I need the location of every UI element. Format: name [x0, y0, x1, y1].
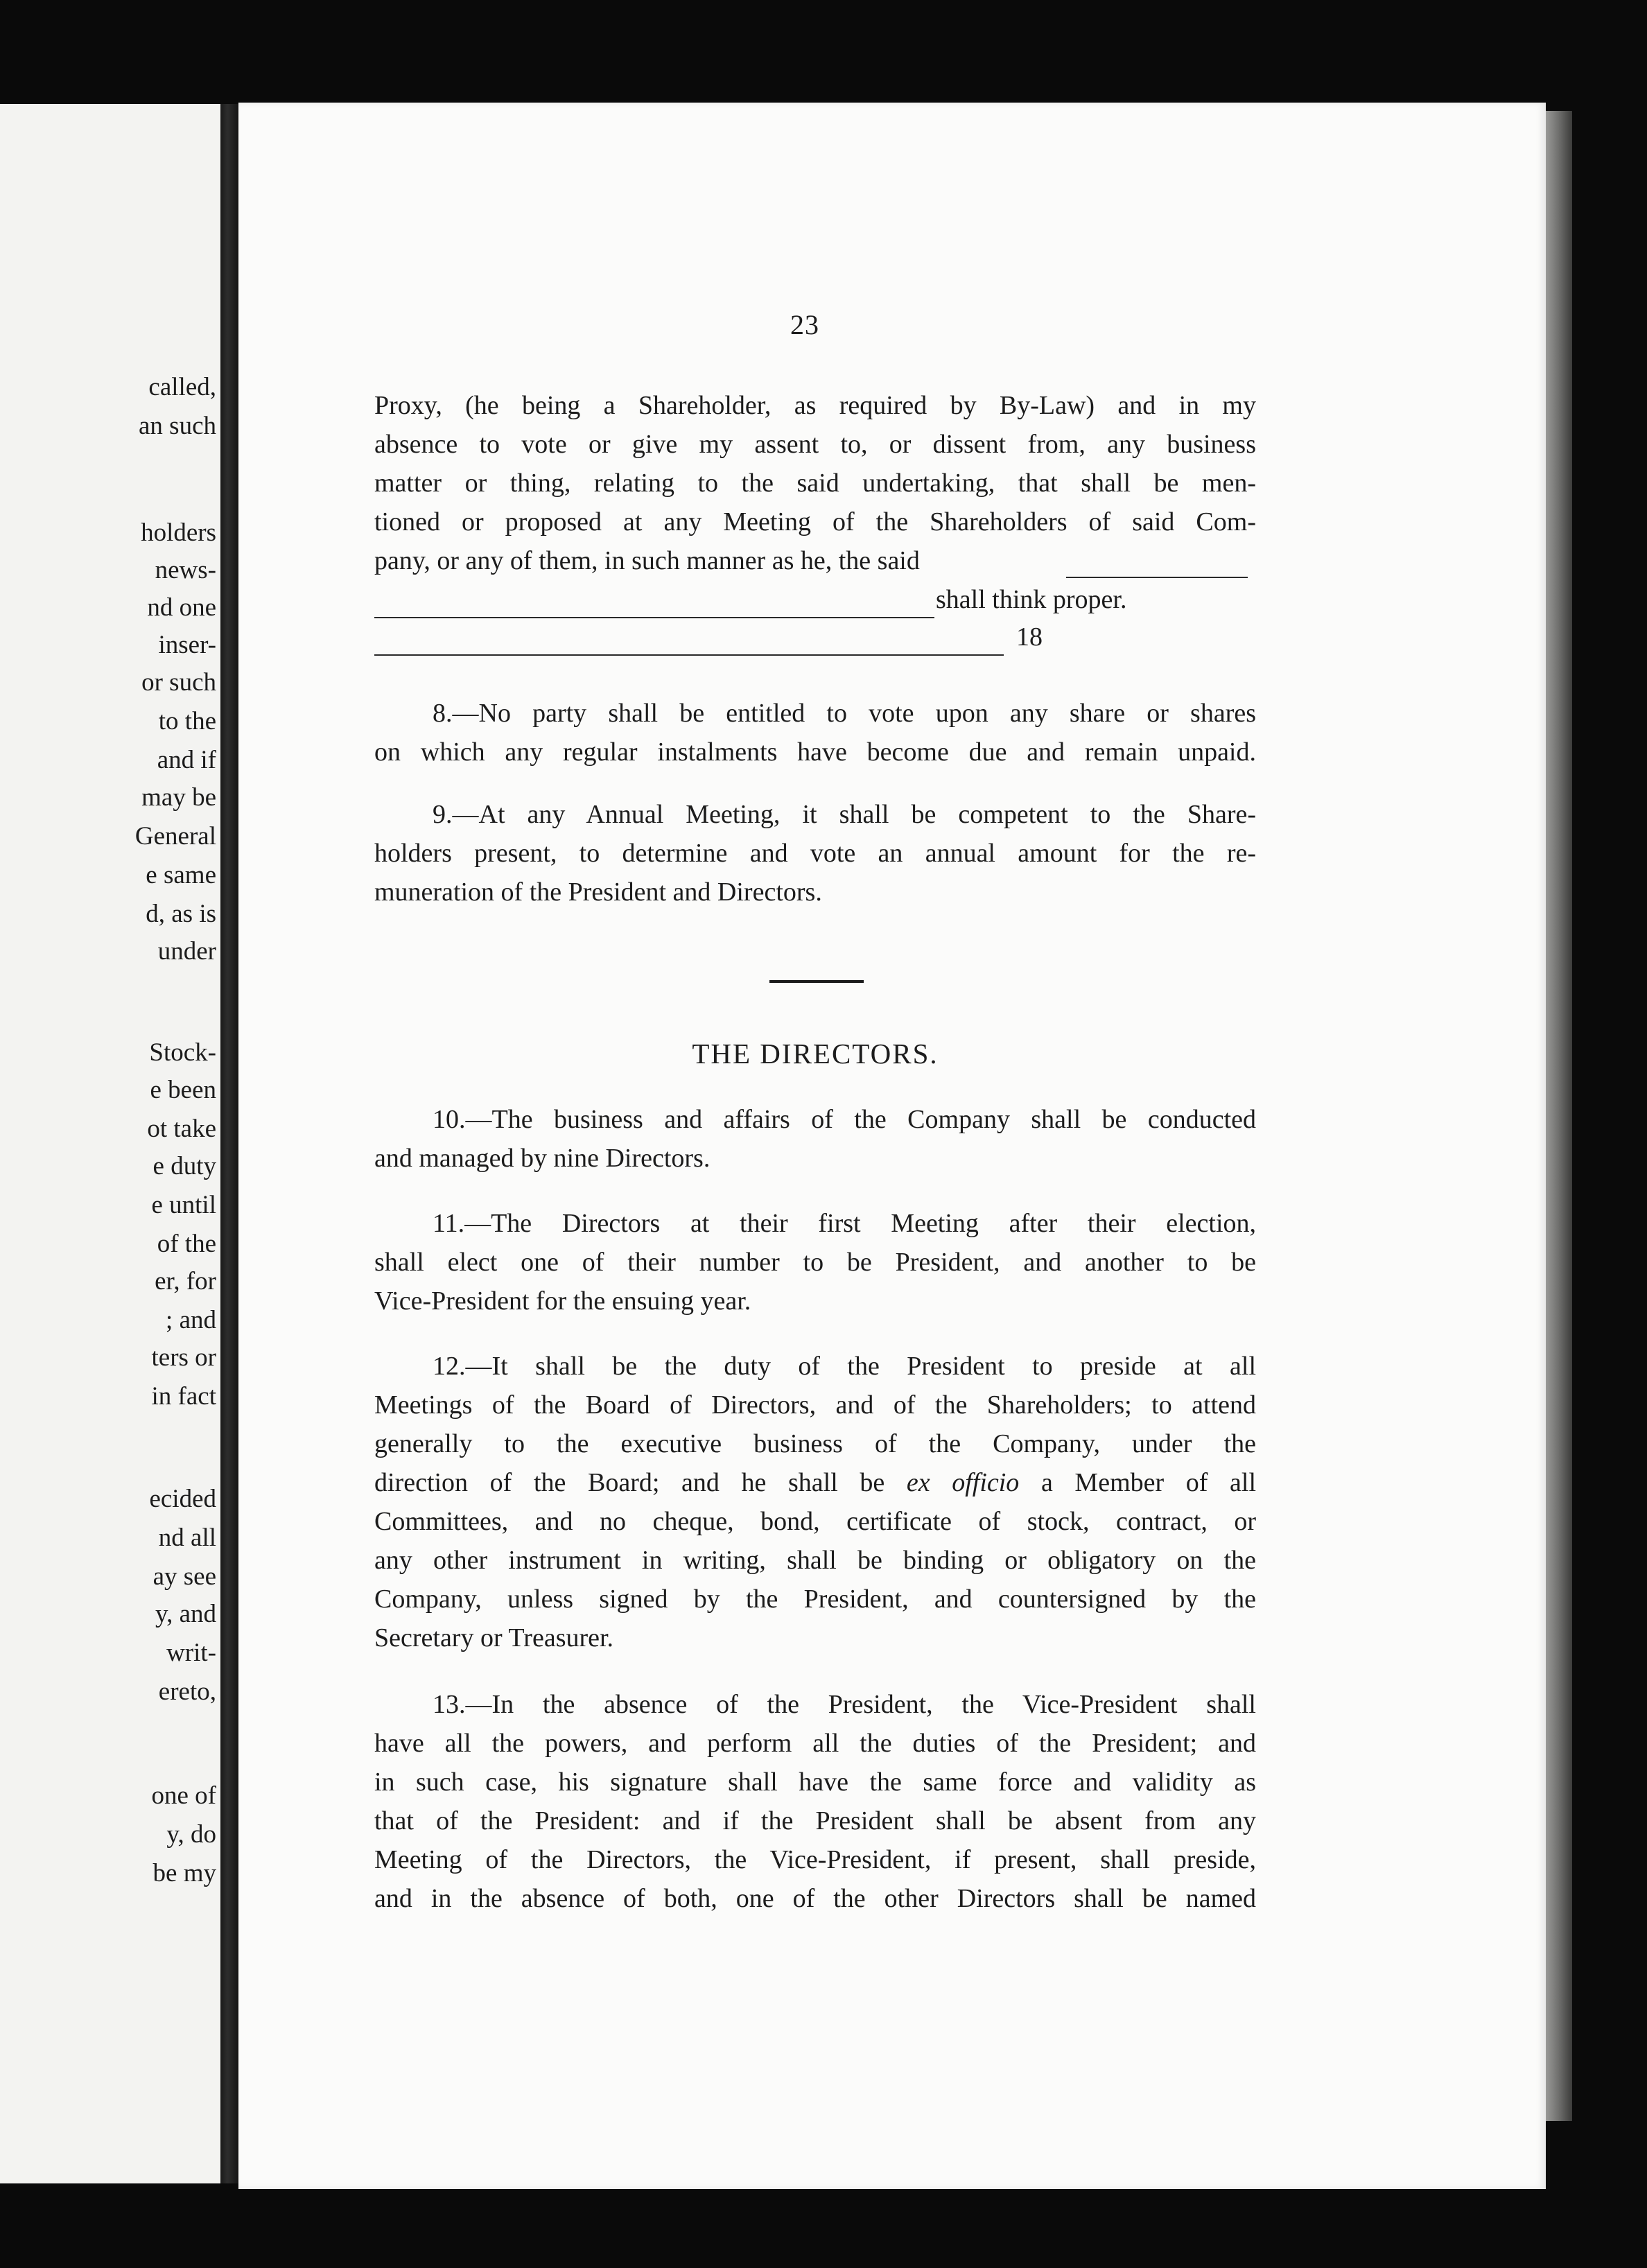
facing-page-line: General: [134, 822, 216, 850]
bylaw-11-line-2: shall elect one of their number to be President, and another to be: [374, 1248, 1256, 1277]
bylaw-9-line-1: 9.—At any Annual Meeting, it shall be competent to the Share-: [433, 800, 1256, 829]
facing-page-line: holders: [141, 518, 216, 547]
facing-page-line: y, and: [155, 1600, 216, 1628]
blank-fill-line: [1066, 577, 1248, 578]
page-edge: [1546, 111, 1572, 2121]
facing-page-line: y, do: [166, 1820, 216, 1849]
proxy-date-year: 18: [1016, 622, 1043, 652]
bylaw-12-line-4: [374, 1469, 1256, 1496]
bylaw-9-line-2: holders present, to determine and vote an annual amount for the re-: [374, 839, 1256, 868]
facing-page: [0, 104, 220, 2183]
facing-page-line: d, as is: [146, 900, 216, 928]
blank-fill-line: [374, 617, 934, 618]
bylaw-12-line-3: generally to the executive business of the Company, under the: [374, 1429, 1256, 1458]
facing-page-line: news-: [155, 556, 216, 584]
bylaw-12-line-4-start: direction of the Board; and he shall be: [374, 1468, 885, 1497]
section-heading: THE DIRECTORS.: [692, 1038, 939, 1070]
proxy-line-5: pany, or any of them, in such manner as he, the said: [374, 546, 920, 575]
facing-page-line: er, for: [155, 1267, 216, 1296]
facing-page-line: ters or: [151, 1343, 216, 1372]
facing-page-line: be my: [152, 1859, 216, 1887]
facing-page-line: e duty: [152, 1152, 216, 1180]
facing-page-line: in fact: [151, 1382, 216, 1411]
bylaw-11-line-3: Vice-President for the ensuing year.: [374, 1286, 751, 1316]
bylaw-11-line-1: 11.—The Directors at their first Meeting after their election,: [433, 1209, 1256, 1238]
bylaw-10-line-1: 10.—The business and affairs of the Company shall be conducted: [433, 1105, 1256, 1134]
facing-page-line: nd all: [158, 1524, 216, 1552]
facing-page-line: of the: [157, 1230, 216, 1258]
facing-page-line: e until: [151, 1191, 216, 1219]
facing-page-line: an such: [139, 412, 216, 440]
facing-page-line: ot take: [147, 1115, 216, 1143]
bylaw-12-line-1: 12.—It shall be the duty of the President to preside at all: [433, 1352, 1256, 1381]
facing-page-line: ; and: [166, 1306, 216, 1334]
facing-page-line: e been: [150, 1076, 216, 1104]
bylaw-13-line-1: 13.—In the absence of the President, the Vice-President shall: [433, 1690, 1256, 1719]
section-divider: [769, 980, 864, 983]
facing-page-line: ereto,: [158, 1677, 216, 1706]
bylaw-12-line-6: any other instrument in writing, shall be binding or obligatory on the: [374, 1546, 1256, 1575]
facing-page-line: one of: [151, 1781, 216, 1810]
facing-page-line: ecided: [149, 1485, 216, 1513]
bylaw-9-line-3: muneration of the President and Directors.: [374, 878, 822, 907]
facing-page-line: writ-: [166, 1639, 216, 1667]
proxy-line-1: Proxy, (he being a Shareholder, as required by By-Law) and in my: [374, 391, 1256, 420]
bylaw-13-line-5: Meeting of the Directors, the Vice-President, if present, shall preside,: [374, 1845, 1256, 1874]
bylaw-12-line-7: Company, unless signed by the President, and countersigned by the: [374, 1585, 1256, 1614]
facing-page-line: e same: [146, 861, 216, 889]
bylaw-12-line-2: Meetings of the Board of Directors, and of the Shareholders; to attend: [374, 1390, 1256, 1420]
proxy-line-2: absence to vote or give my assent to, or dissent from, any business: [374, 430, 1256, 459]
facing-page-line: or such: [141, 668, 216, 697]
bylaw-8-line-1: 8.—No party shall be entitled to vote upon any share or shares: [433, 699, 1256, 728]
ex-officio-term: ex officio: [906, 1468, 1020, 1497]
bylaw-10-line-2: and managed by nine Directors.: [374, 1144, 711, 1173]
facing-page-line: Stock-: [149, 1038, 216, 1067]
facing-page-line: called,: [148, 373, 216, 401]
bylaw-8-line-2: on which any regular instalments have become due and remain unpaid.: [374, 738, 1256, 767]
facing-page-line: and if: [157, 746, 216, 774]
facing-page-line: ay see: [152, 1562, 216, 1591]
facing-page-line: under: [157, 937, 216, 966]
proxy-line-4: tioned or proposed at any Meeting of the Shareholders of said Com-: [374, 507, 1256, 537]
bylaw-12-line-5: Committees, and no cheque, bond, certificate of stock, contract, or: [374, 1507, 1256, 1536]
proxy-line-3: matter or thing, relating to the said undertaking, that shall be men-: [374, 469, 1256, 498]
book-gutter: [220, 104, 238, 2183]
page-number: 23: [790, 309, 819, 340]
facing-page-line: inser-: [158, 631, 216, 659]
bylaw-13-line-4: that of the President: and if the President shall be absent from any: [374, 1806, 1256, 1835]
facing-page-line: to the: [158, 707, 216, 735]
bylaw-12-line-8: Secretary or Treasurer.: [374, 1623, 614, 1652]
bylaw-13-line-3: in such case, his signature shall have the same force and validity as: [374, 1768, 1256, 1797]
blank-fill-line: [374, 654, 1004, 656]
facing-page-line: may be: [141, 783, 216, 812]
bylaw-13-line-2: have all the powers, and perform all the duties of the President; and: [374, 1729, 1256, 1758]
bylaw-12-line-4-end: a Member of all: [1040, 1468, 1257, 1497]
bylaw-13-line-6: and in the absence of both, one of the other Directors shall be named: [374, 1884, 1256, 1913]
facing-page-line: nd one: [147, 593, 216, 622]
proxy-line-6: shall think proper.: [936, 585, 1127, 614]
